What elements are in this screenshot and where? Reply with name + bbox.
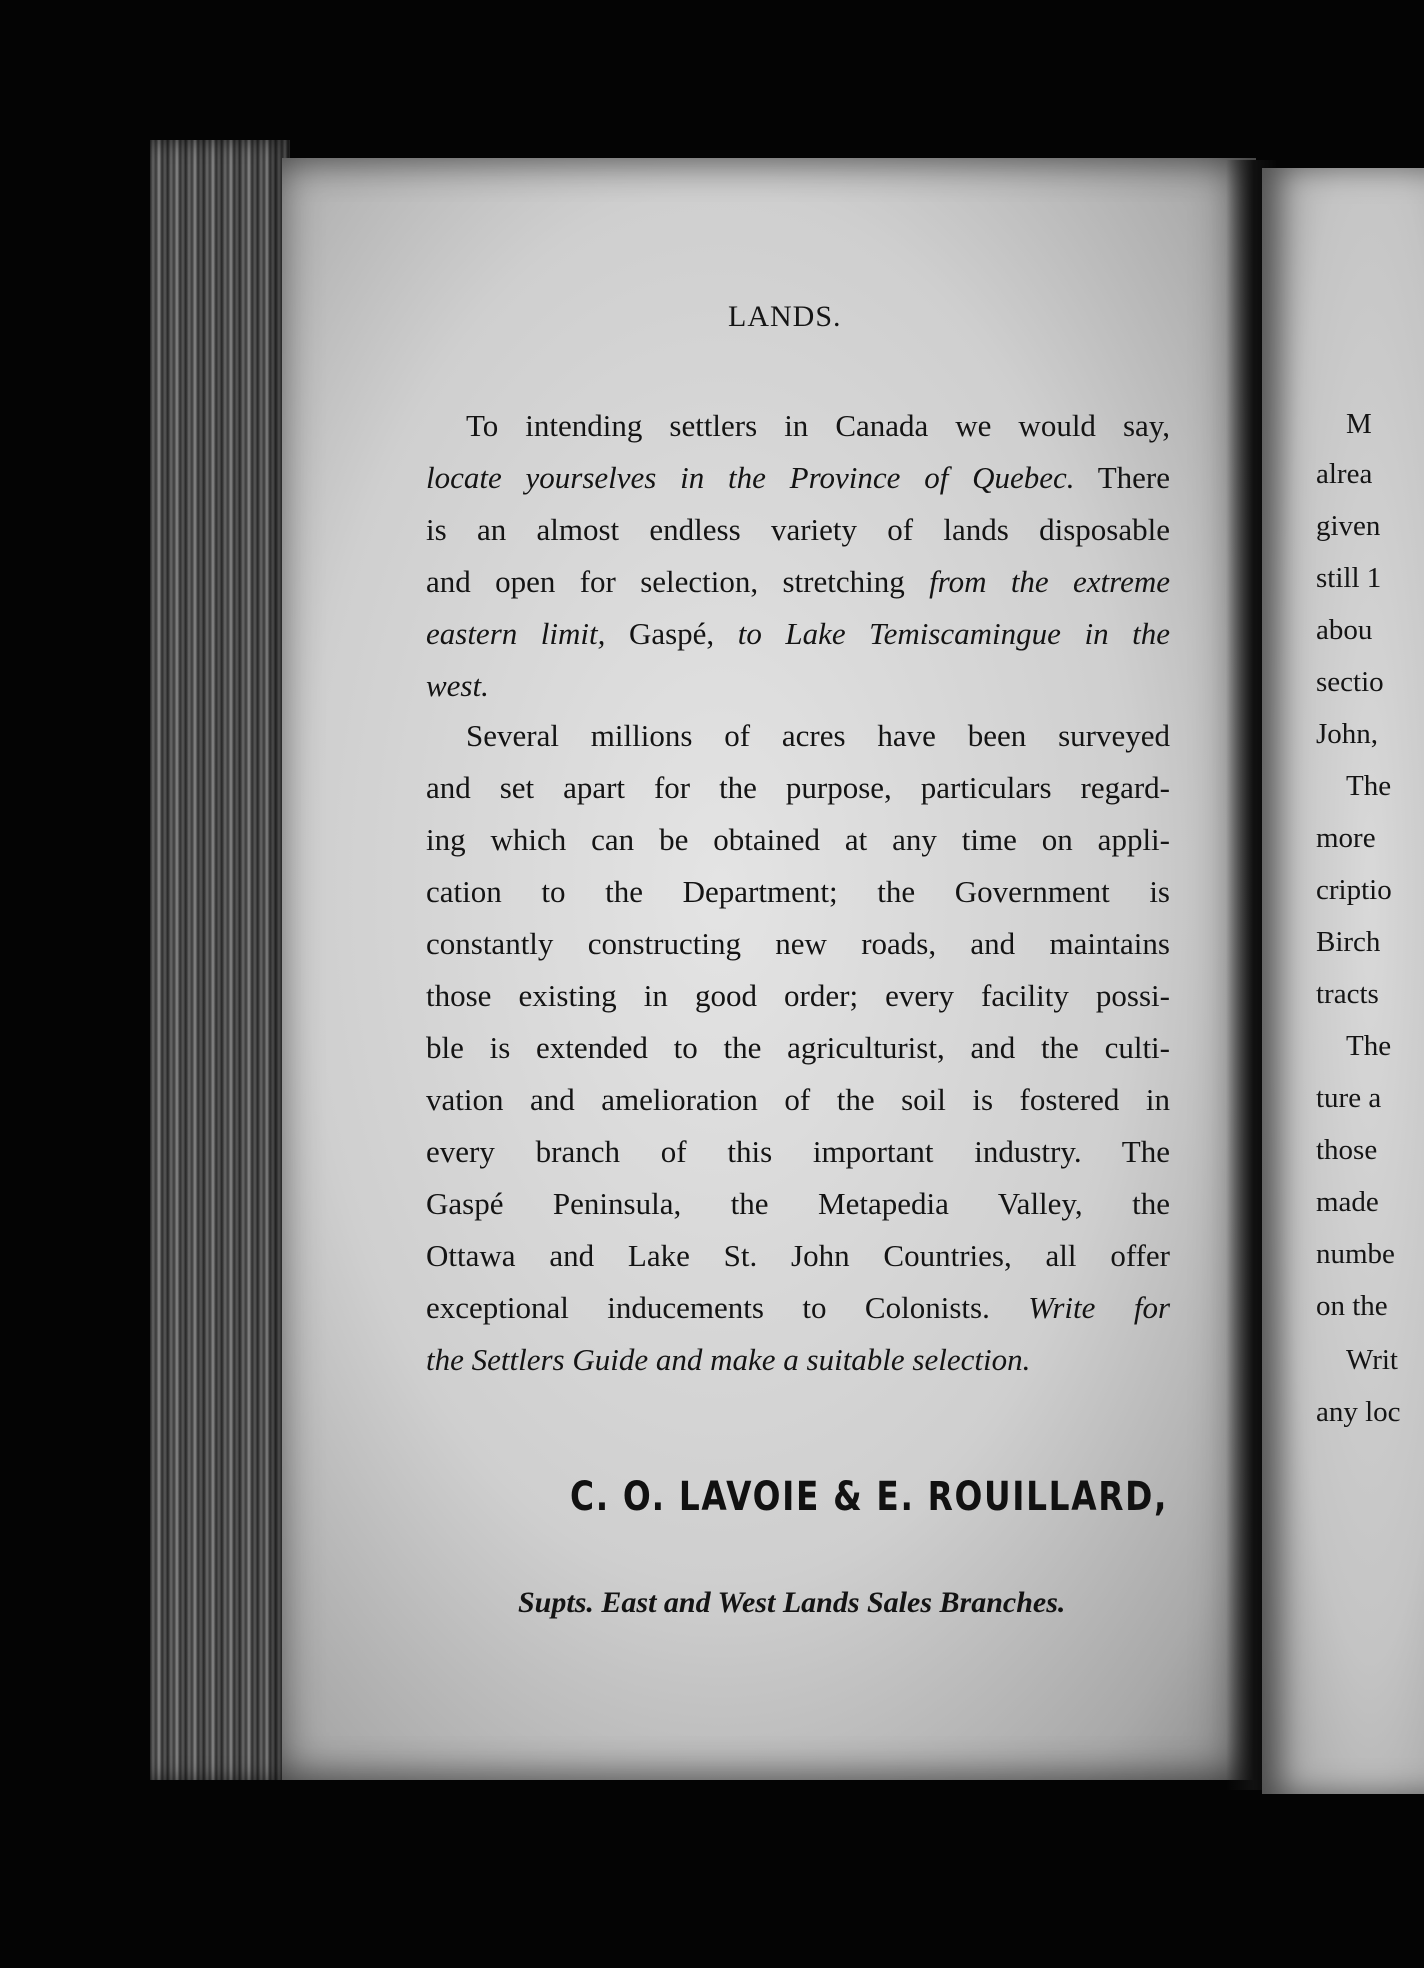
paragraph1-line [426, 670, 1170, 701]
italic-text-run: eastern limit, [426, 616, 606, 651]
right-page-line: tracts [1316, 978, 1379, 1010]
right-page-line: those [1316, 1134, 1378, 1166]
right-page-line: any loc [1316, 1396, 1401, 1428]
right-page-line: Birch [1316, 926, 1381, 958]
paragraph1-line [426, 462, 1170, 493]
left-page [282, 158, 1256, 1780]
text-run: exceptional inducements to Colonists. [426, 1290, 1029, 1325]
italic-text-run: locate yourselves in the Province of Quebec. [426, 460, 1075, 495]
text-run: There [1074, 460, 1170, 495]
right-page-line: on the [1316, 1290, 1388, 1322]
signature-names: C. O. LAVOIE & E. ROUILLARD, [570, 1474, 1169, 1520]
paragraph2-line: constantly constructing new roads, and maintains [426, 926, 1170, 961]
right-page-line: The [1346, 770, 1392, 802]
right-page-line: The [1346, 1030, 1392, 1062]
italic-text-run: to Lake Temiscamingue in the [737, 616, 1170, 651]
right-page-line: abou [1316, 614, 1373, 646]
right-page-line: alrea [1316, 458, 1373, 490]
paragraph1-line [426, 618, 1170, 649]
right-page-line: made [1316, 1186, 1379, 1218]
right-page-line: M [1346, 408, 1372, 440]
right-page-line: still 1 [1316, 562, 1382, 594]
book-page-edges [150, 140, 290, 1780]
page-title: LANDS. [728, 300, 842, 333]
paragraph2-line: Gaspé Peninsula, the Metapedia Valley, the [426, 1186, 1170, 1221]
right-page-line: numbe [1316, 1238, 1395, 1270]
italic-text-run: Write for [1028, 1290, 1171, 1325]
text-run: and open for selection, stretching [426, 564, 930, 599]
paragraph2-line [426, 1292, 1170, 1323]
right-page-line: given [1316, 510, 1381, 542]
right-page-line: more [1316, 822, 1376, 854]
paragraph2-line: vation and amelioration of the soil is fostered in [426, 1082, 1170, 1117]
paragraph1-line: is an almost endless variety of lands disposable [426, 512, 1170, 547]
right-page-line: criptio [1316, 874, 1392, 906]
paragraph1-line: To intending settlers in Canada we would say, [466, 408, 1170, 443]
paragraph2-line: ble is extended to the agriculturist, and the culti- [426, 1030, 1170, 1065]
italic-text-run: west. [426, 668, 489, 703]
paragraph2-line [426, 1344, 1170, 1375]
signature-title: Supts. East and West Lands Sales Branches. [518, 1586, 1066, 1619]
paragraph2-line: every branch of this important industry. The [426, 1134, 1170, 1169]
right-page-line: John, [1316, 718, 1379, 750]
paragraph1-line [426, 566, 1170, 597]
paragraph2-line: ing which can be obtained at any time on appli- [426, 822, 1170, 857]
paragraph2-line: cation to the Department; the Government is [426, 874, 1170, 909]
italic-text-run: from the extreme [929, 564, 1170, 599]
text-run: Gaspé, [605, 616, 738, 651]
paragraph2-line: those existing in good order; every facility possi- [426, 978, 1170, 1013]
right-page-line: sectio [1316, 666, 1384, 698]
paragraph2-line: Ottawa and Lake St. John Countries, all offer [426, 1238, 1170, 1273]
paragraph2-line: and set apart for the purpose, particulars regard- [426, 770, 1170, 805]
paragraph2-line: Several millions of acres have been surveyed [466, 718, 1170, 753]
right-page-line: ture a [1316, 1082, 1382, 1114]
right-page-line: Writ [1346, 1344, 1398, 1376]
italic-text-run: the Settlers Guide and make a suitable selection. [426, 1342, 1031, 1377]
